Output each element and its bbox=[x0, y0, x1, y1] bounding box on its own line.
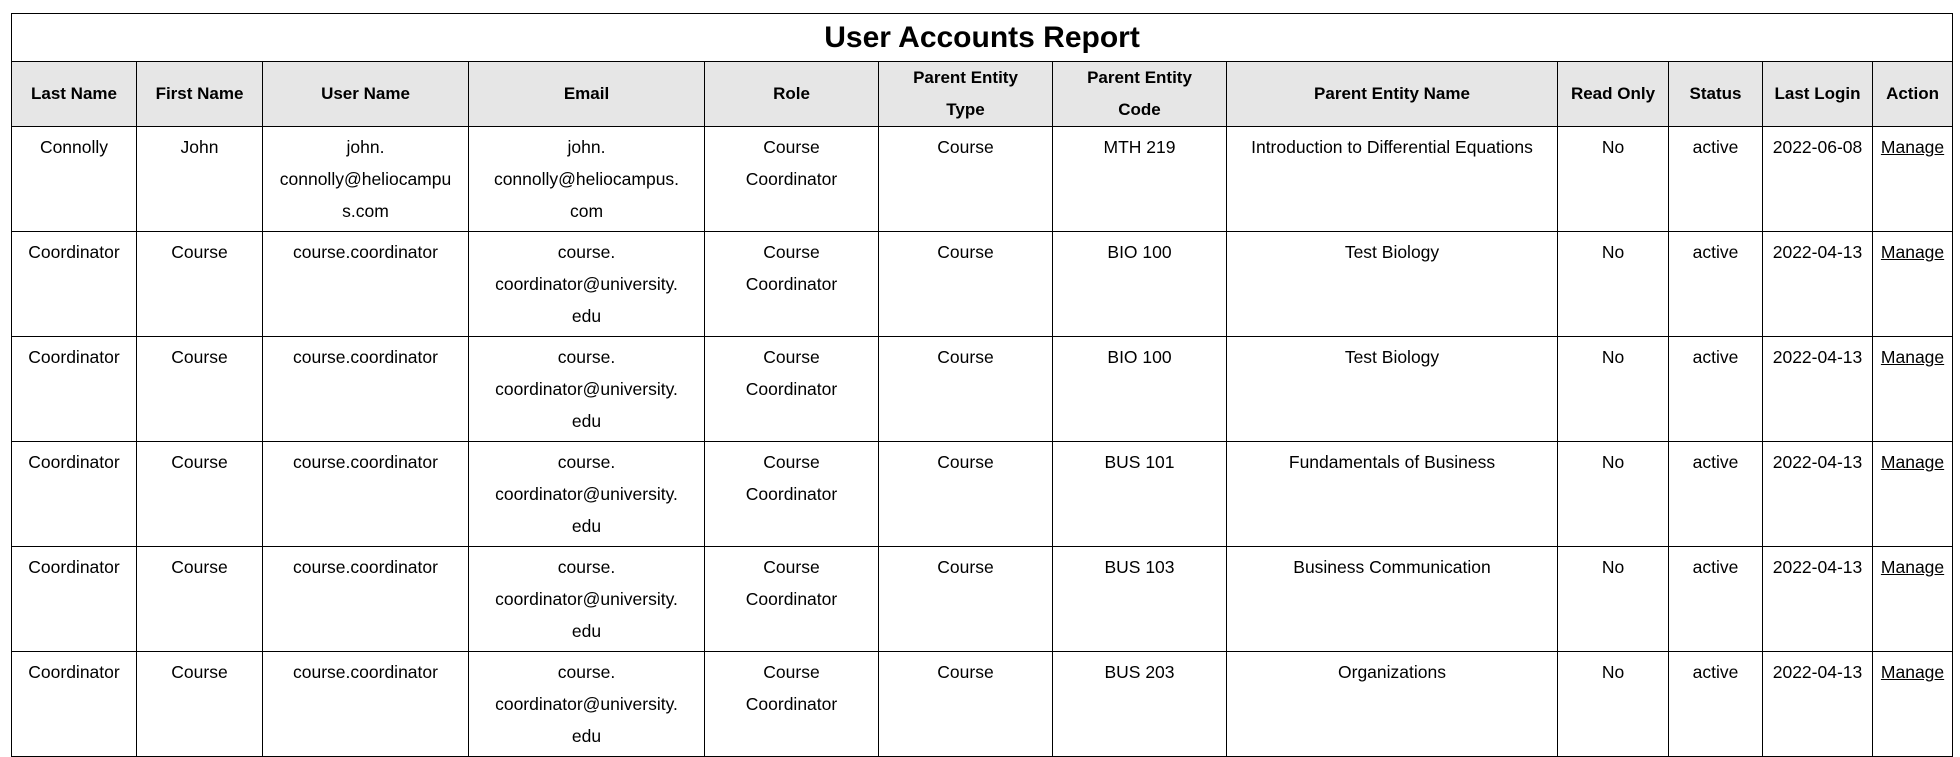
column-header-last-name: Last Name bbox=[12, 62, 137, 127]
cell-last-login: 2022-04-13 bbox=[1763, 232, 1873, 337]
cell-last-name: Coordinator bbox=[12, 232, 137, 337]
cell-parent-entity-code: BIO 100 bbox=[1053, 337, 1227, 442]
cell-last-name: Coordinator bbox=[12, 652, 137, 757]
cell-parent-entity-code: MTH 219 bbox=[1053, 127, 1227, 232]
user-accounts-table bbox=[11, 13, 1953, 757]
cell-parent-entity-type: Course bbox=[879, 232, 1053, 337]
column-header-last-login: Last Login bbox=[1763, 62, 1873, 127]
cell-parent-entity-name: Test Biology bbox=[1227, 337, 1558, 442]
cell-parent-entity-name: Organizations bbox=[1227, 652, 1558, 757]
column-header-parent-entity-name: Parent Entity Name bbox=[1227, 62, 1558, 127]
table-row bbox=[12, 442, 1953, 547]
cell-role: Course Coordinator bbox=[705, 127, 879, 232]
cell-last-login: 2022-04-13 bbox=[1763, 337, 1873, 442]
cell-role: Course Coordinator bbox=[705, 442, 879, 547]
cell-action bbox=[1873, 232, 1953, 337]
cell-status: active bbox=[1669, 442, 1763, 547]
table-row bbox=[12, 652, 1953, 757]
cell-first-name: John bbox=[137, 127, 263, 232]
manage-link[interactable]: Manage bbox=[1880, 452, 1945, 472]
cell-email: course. coordinator@university. edu bbox=[469, 337, 705, 442]
column-header-email: Email bbox=[469, 62, 705, 127]
cell-last-name: Coordinator bbox=[12, 442, 137, 547]
cell-email: course. coordinator@university. edu bbox=[469, 442, 705, 547]
cell-first-name: Course bbox=[137, 547, 263, 652]
cell-read-only: No bbox=[1558, 652, 1669, 757]
cell-status: active bbox=[1669, 652, 1763, 757]
column-header-parent-entity-type: Parent Entity Type bbox=[879, 62, 1053, 127]
table-row bbox=[12, 337, 1953, 442]
cell-role: Course Coordinator bbox=[705, 337, 879, 442]
cell-user-name: course.coordinator bbox=[263, 652, 469, 757]
cell-email: course. coordinator@university. edu bbox=[469, 547, 705, 652]
table-row bbox=[12, 547, 1953, 652]
cell-action bbox=[1873, 127, 1953, 232]
cell-role: Course Coordinator bbox=[705, 547, 879, 652]
cell-first-name: Course bbox=[137, 652, 263, 757]
cell-action bbox=[1873, 337, 1953, 442]
cell-status: active bbox=[1669, 547, 1763, 652]
table-row bbox=[12, 232, 1953, 337]
cell-action bbox=[1873, 547, 1953, 652]
cell-last-name: Connolly bbox=[12, 127, 137, 232]
table-body bbox=[12, 127, 1953, 757]
column-header-action: Action bbox=[1873, 62, 1953, 127]
cell-first-name: Course bbox=[137, 442, 263, 547]
cell-first-name: Course bbox=[137, 337, 263, 442]
column-header-first-name: First Name bbox=[137, 62, 263, 127]
manage-link[interactable]: Manage bbox=[1880, 242, 1945, 262]
table-row bbox=[12, 127, 1953, 232]
cell-user-name: course.coordinator bbox=[263, 547, 469, 652]
cell-status: active bbox=[1669, 232, 1763, 337]
header-row bbox=[12, 62, 1953, 127]
cell-parent-entity-name: Business Communication bbox=[1227, 547, 1558, 652]
cell-parent-entity-type: Course bbox=[879, 652, 1053, 757]
cell-status: active bbox=[1669, 337, 1763, 442]
cell-read-only: No bbox=[1558, 442, 1669, 547]
cell-parent-entity-code: BUS 103 bbox=[1053, 547, 1227, 652]
cell-parent-entity-code: BIO 100 bbox=[1053, 232, 1227, 337]
cell-email: john. connolly@heliocampus. com bbox=[469, 127, 705, 232]
column-header-user-name: User Name bbox=[263, 62, 469, 127]
cell-action bbox=[1873, 442, 1953, 547]
column-header-parent-entity-code: Parent Entity Code bbox=[1053, 62, 1227, 127]
column-header-read-only: Read Only bbox=[1558, 62, 1669, 127]
cell-parent-entity-type: Course bbox=[879, 337, 1053, 442]
cell-email: course. coordinator@university. edu bbox=[469, 232, 705, 337]
cell-parent-entity-name: Introduction to Differential Equations bbox=[1227, 127, 1558, 232]
cell-parent-entity-name: Test Biology bbox=[1227, 232, 1558, 337]
cell-parent-entity-name: Fundamentals of Business bbox=[1227, 442, 1558, 547]
cell-parent-entity-type: Course bbox=[879, 547, 1053, 652]
cell-user-name: course.coordinator bbox=[263, 232, 469, 337]
cell-user-name: course.coordinator bbox=[263, 442, 469, 547]
cell-parent-entity-type: Course bbox=[879, 127, 1053, 232]
cell-action bbox=[1873, 652, 1953, 757]
manage-link[interactable]: Manage bbox=[1880, 137, 1945, 157]
manage-link[interactable]: Manage bbox=[1880, 557, 1945, 577]
cell-last-name: Coordinator bbox=[12, 337, 137, 442]
cell-parent-entity-code: BUS 203 bbox=[1053, 652, 1227, 757]
cell-read-only: No bbox=[1558, 547, 1669, 652]
manage-link[interactable]: Manage bbox=[1880, 662, 1945, 682]
cell-first-name: Course bbox=[137, 232, 263, 337]
column-header-status: Status bbox=[1669, 62, 1763, 127]
cell-email: course. coordinator@university. edu bbox=[469, 652, 705, 757]
manage-link[interactable]: Manage bbox=[1880, 347, 1945, 367]
cell-last-login: 2022-04-13 bbox=[1763, 652, 1873, 757]
cell-status: active bbox=[1669, 127, 1763, 232]
cell-user-name: john. connolly@heliocampu s.com bbox=[263, 127, 469, 232]
report-title: User Accounts Report bbox=[12, 14, 1953, 62]
cell-parent-entity-type: Course bbox=[879, 442, 1053, 547]
cell-last-name: Coordinator bbox=[12, 547, 137, 652]
cell-role: Course Coordinator bbox=[705, 652, 879, 757]
cell-user-name: course.coordinator bbox=[263, 337, 469, 442]
cell-read-only: No bbox=[1558, 232, 1669, 337]
cell-last-login: 2022-04-13 bbox=[1763, 442, 1873, 547]
cell-read-only: No bbox=[1558, 337, 1669, 442]
cell-read-only: No bbox=[1558, 127, 1669, 232]
cell-last-login: 2022-04-13 bbox=[1763, 547, 1873, 652]
cell-role: Course Coordinator bbox=[705, 232, 879, 337]
column-header-role: Role bbox=[705, 62, 879, 127]
cell-parent-entity-code: BUS 101 bbox=[1053, 442, 1227, 547]
cell-last-login: 2022-06-08 bbox=[1763, 127, 1873, 232]
